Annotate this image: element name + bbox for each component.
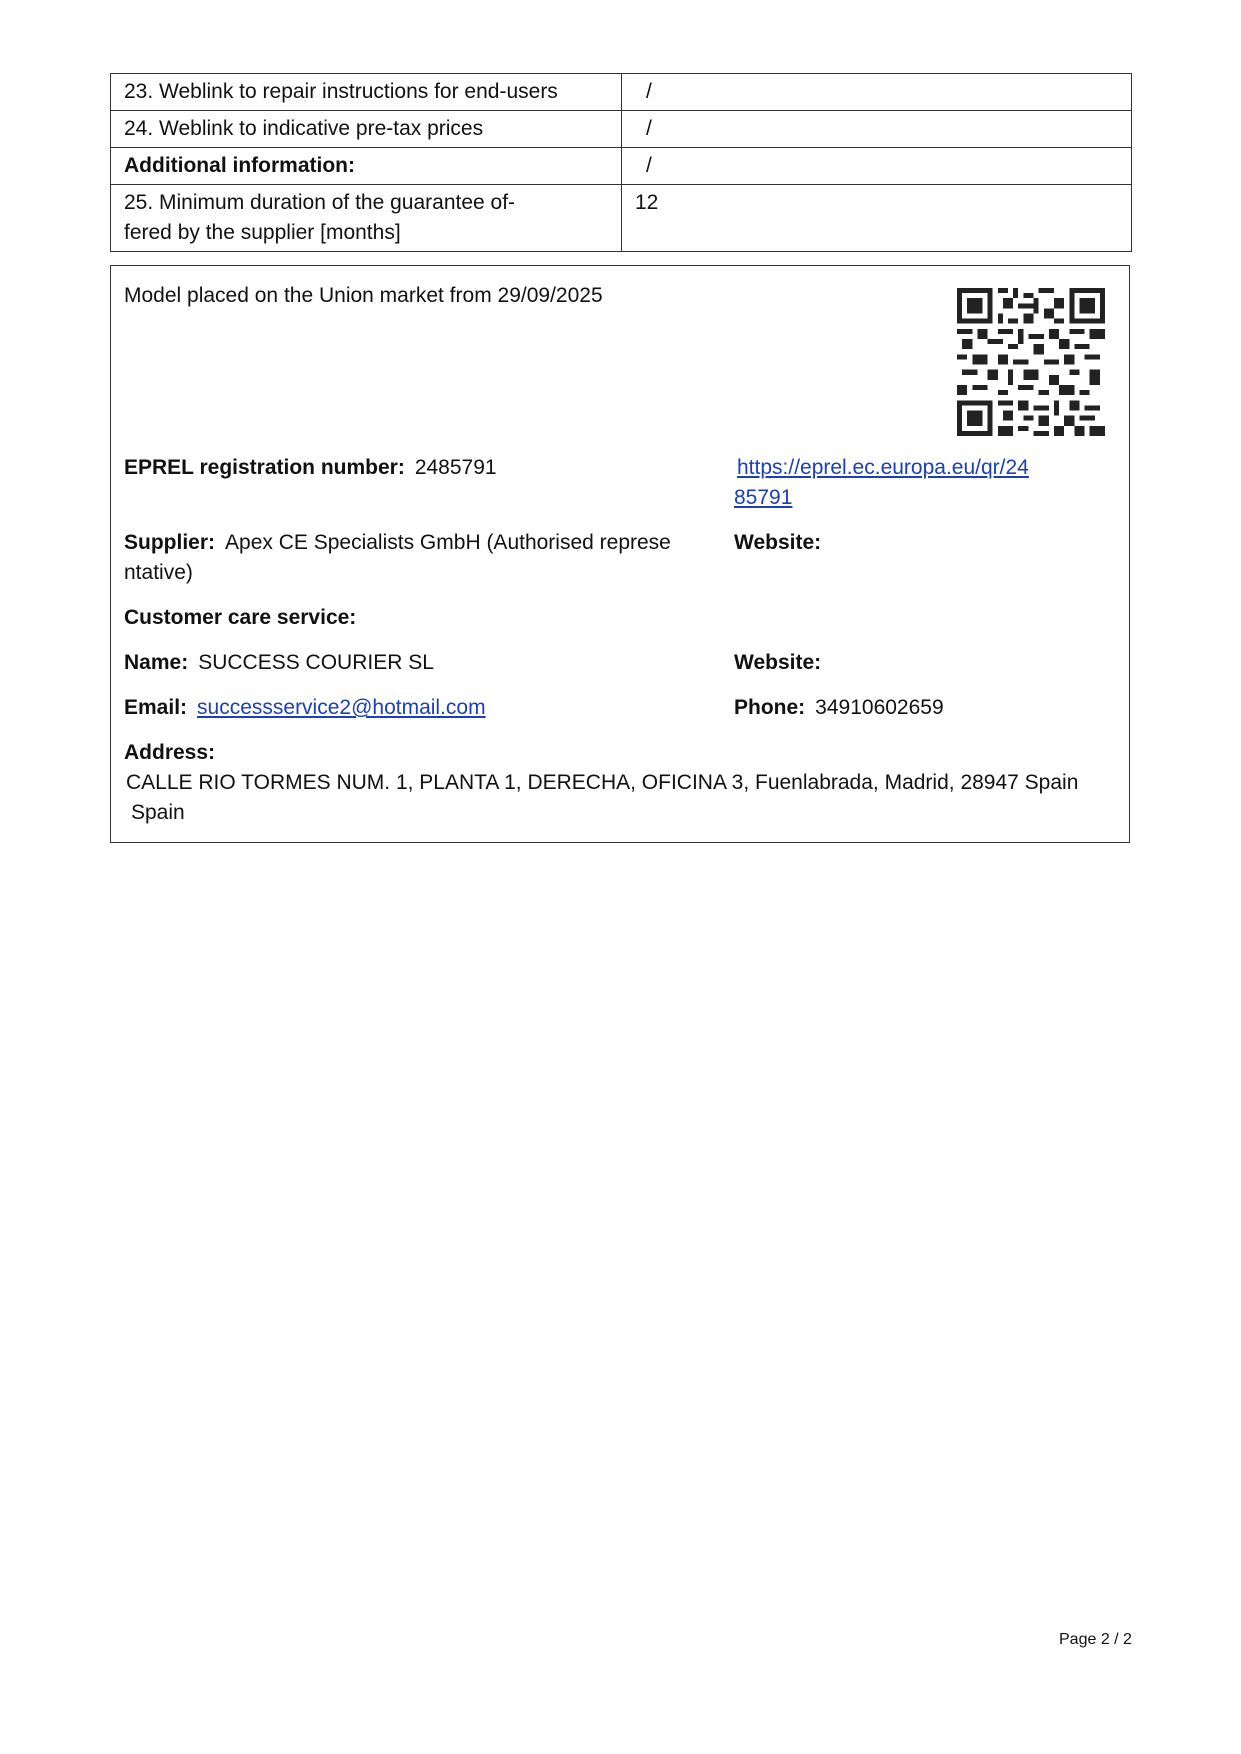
table-row [111,111,1132,148]
supplier-website-label: Website: [734,531,822,554]
customer-website-label: Website: [734,651,822,674]
supplier-label: Supplier: [124,531,216,554]
row-label [111,185,622,252]
table-row [111,74,1132,111]
page-number: Page 2 / 2 [1059,1631,1132,1648]
row-label: 23. Weblink to repair instructions for end-users [111,74,622,111]
email-label: Email: [124,696,188,719]
email-link[interactable]: successservice2@hotmail.com [197,696,486,719]
name-value: SUCCESS COURIER SL [198,651,434,674]
table-row [111,185,1132,252]
customer-phone [734,693,944,723]
row-label-line: fered by the supplier [months] [124,221,401,244]
row-value: / [622,74,1132,111]
address-label: Address: [124,741,216,764]
supplier [124,528,671,588]
eprel-registration [124,453,497,483]
address-line: CALLE RIO TORMES NUM. 1, PLANTA 1, DERECHA, OFICINA 3, Fuenlabrada, Madrid, 28947 Spain [126,771,1079,794]
row-value: / [622,148,1132,185]
phone-label: Phone: [734,696,806,719]
model-info-box [110,265,1130,843]
eprel-value: 2485791 [414,456,497,479]
row-label: Additional information: [111,148,622,185]
market-date-text: Model placed on the Union market from 29/09/2025 [124,284,603,307]
supplier-value: Apex CE Specialists GmbH (Authorised represe [225,531,671,554]
row-value: / [622,111,1132,148]
customer-email [124,693,486,723]
name-label: Name: [124,651,189,674]
eprel-label: EPREL registration number: [124,456,405,479]
row-value: 12 [622,185,1132,252]
eprel-link[interactable] [734,453,1029,513]
supplier-value-cont: ntative) [124,561,193,584]
phone-value: 34910602659 [815,696,944,719]
row-label: 24. Weblink to indicative pre-tax prices [111,111,622,148]
customer-name [124,648,434,678]
address-line: Spain [131,801,185,824]
info-table [110,73,1132,252]
eprel-link-line[interactable]: https://eprel.ec.europa.eu/qr/24 [737,456,1029,479]
qr-code-icon [957,288,1105,436]
row-label-line: 25. Minimum duration of the guarantee of- [124,191,516,214]
eprel-link-line[interactable]: 85791 [734,486,793,509]
table-row [111,148,1132,185]
customer-care-heading: Customer care service: [124,606,357,629]
